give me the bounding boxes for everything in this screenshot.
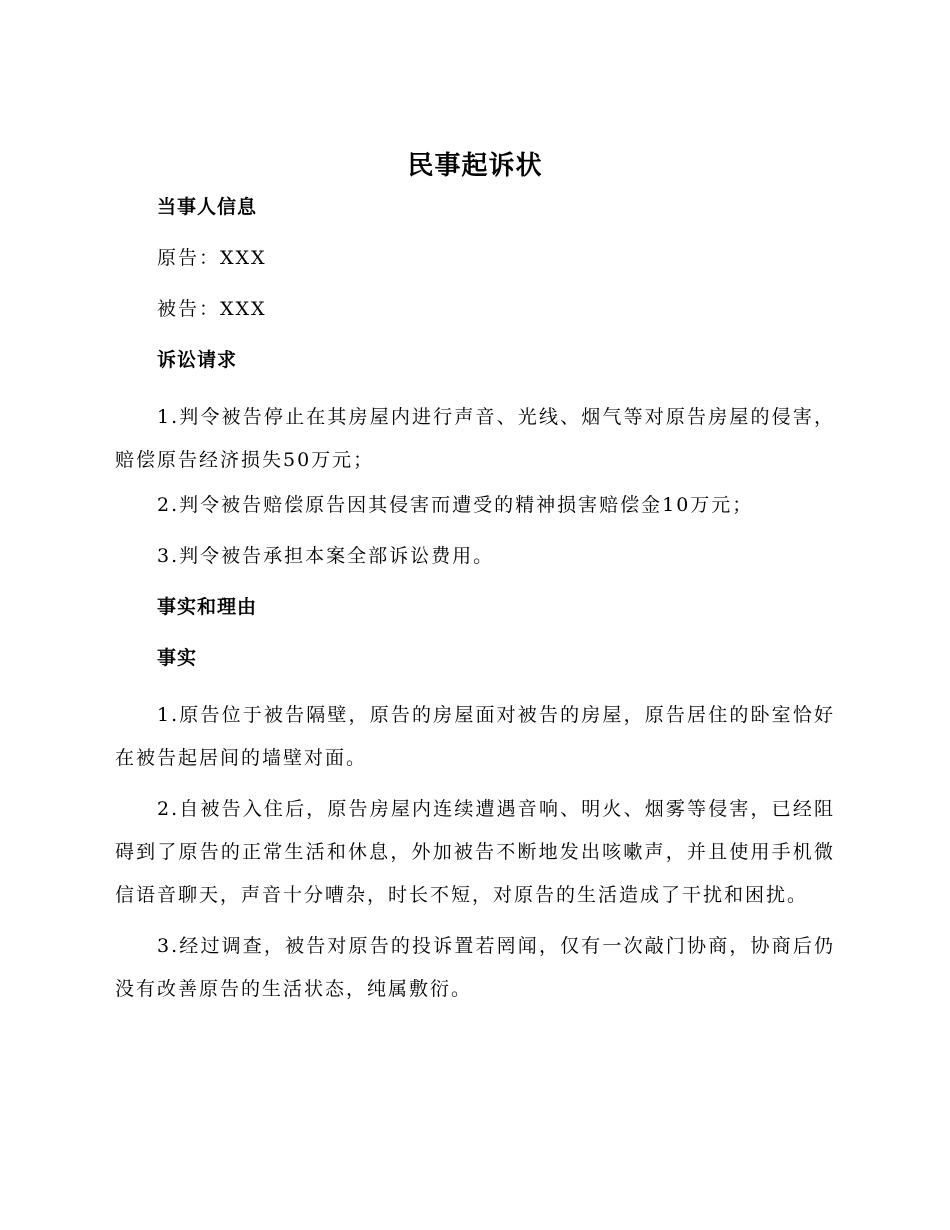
plaintiff-line: 原告：XXX: [157, 247, 267, 269]
claims-heading: 诉讼请求: [157, 349, 238, 371]
claim-item: 1.判令被告停止在其房屋内进行声音、光线、烟气等对原告房屋的侵害，赔偿原告经济损失50万元；: [115, 406, 835, 471]
parties-heading: 当事人信息: [157, 196, 258, 218]
document-body: [115, 192, 835, 1019]
claim-item: 2.判令被告赔偿原告因其侵害而遭受的精神损害赔偿金10万元；: [157, 494, 754, 516]
facts-subheading: 事实: [157, 647, 198, 669]
document-title: 民事起诉状: [407, 151, 543, 181]
fact-item: 1.原告位于被告隔壁，原告的房屋面对被告的房屋，原告居住的卧室恰好在被告起居间的墙壁对面。: [115, 704, 835, 769]
facts-reasons-heading: 事实和理由: [157, 596, 258, 618]
claim-item: 3.判令被告承担本案全部诉讼费用。: [157, 545, 495, 567]
fact-item: 2.自被告入住后，原告房屋内连续遭遇音响、明火、烟雾等侵害，已经阻碍到了原告的正常生活和休息，外加被告不断地发出咳嗽声，并且使用手机微信语音聊天，声音十分嘈杂，时长不短，对原告的生活造成了干扰和困扰。: [115, 798, 835, 906]
fact-item: 3.经过调查，被告对原告的投诉置若罔闻，仅有一次敲门协商，协商后仍没有改善原告的生活状态，纯属敷衍。: [115, 935, 835, 1000]
defendant-line: 被告：XXX: [157, 298, 267, 320]
